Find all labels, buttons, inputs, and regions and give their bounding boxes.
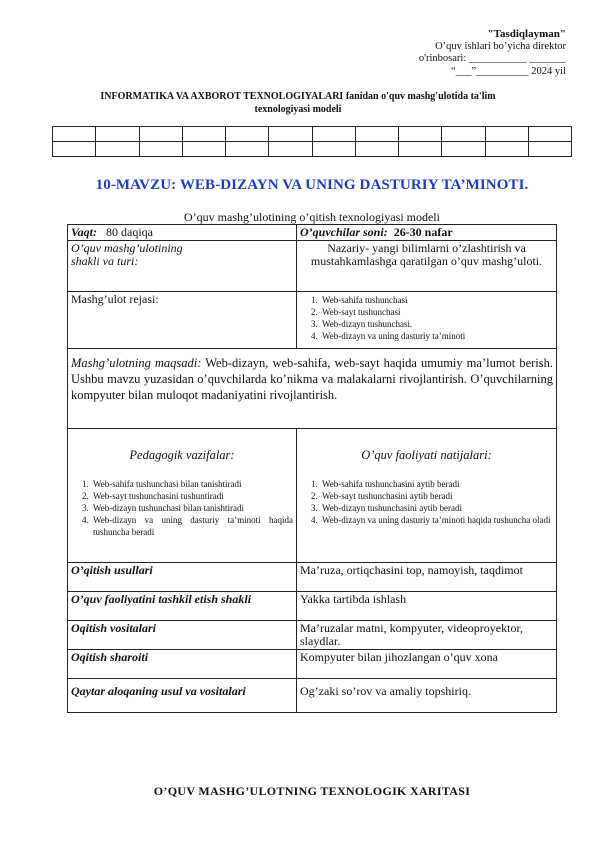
table-row xyxy=(68,650,557,679)
list-item: 4. Web-dizayn va uning dasturiy ta’minoti haqida tushuncha oladi xyxy=(320,514,553,526)
list-item: 2. Web-sayt tushunchasini tushuntiradi xyxy=(91,490,293,502)
empty-grid-table xyxy=(52,126,572,157)
results-heading: O’quv faoliyati natijalari: xyxy=(361,448,492,462)
list-item: 2. Web-sayt tushunchasi xyxy=(320,306,553,318)
table-row xyxy=(68,225,557,241)
row-label: O’quv faoliyatini tashkil etish shakli xyxy=(68,592,297,621)
time-value: 80 daqiqa xyxy=(106,225,154,239)
students-label: O’quvchilar soni: xyxy=(300,225,388,239)
approval-title: "Tasdiqlayman" xyxy=(487,28,566,40)
list-item: 1. Web-sahifa tushunchasini aytib beradi xyxy=(320,478,553,490)
row-value: Og’zaki so’rov va amaliy topshiriq. xyxy=(297,679,557,713)
row-label: O’qitish usullari xyxy=(68,563,297,592)
subject-line: texnologiyasi modeli xyxy=(254,104,342,115)
list-item: 3. Web-dizayn tushunchasini aytib beradi xyxy=(320,502,553,514)
tasks-heading: Pedagogik vazifalar: xyxy=(129,448,235,462)
row-label: Oqitish vositalari xyxy=(68,621,297,650)
list-item: 1. Web-sahifa tushunchasi xyxy=(320,294,553,306)
plan-label: Mashg’ulot rejasi: xyxy=(68,292,297,349)
approval-line: O’quv ishlari bo’yicha direktor xyxy=(435,40,566,52)
approval-date: “___”__________ 2024 yil xyxy=(451,65,566,77)
results-list xyxy=(300,478,553,526)
row-value: Ma’ruza, ortiqchasini top, namoyish, taqdimot xyxy=(297,563,557,592)
form-label: shakli va turi: xyxy=(71,254,139,268)
row-value: Yakka tartibda ishlash xyxy=(297,592,557,621)
table-row xyxy=(68,429,557,563)
table-row xyxy=(68,241,557,292)
row-value: Ma’ruzalar matni, kompyuter, videoproyektor, slaydlar. xyxy=(297,621,557,650)
row-value: Kompyuter bilan jihozlangan o’quv xona xyxy=(297,650,557,679)
list-item: 1. Web-sahifa tushunchasi bilan tanishtiradi xyxy=(91,478,293,490)
approval-line: o'rinbosari: ___________ _______ xyxy=(418,53,566,64)
list-item: 3. Web-dizayn tushunchasi. xyxy=(320,318,553,330)
goal-label: Mashg’ulotning maqsadi: xyxy=(71,356,202,370)
list-item: 4. Web-dizayn va uning dasturiy ta’minoti xyxy=(320,330,553,342)
row-label: Qaytar aloqaning usul va vositalari xyxy=(68,679,297,713)
row-label: Oqitish sharoiti xyxy=(68,650,297,679)
grid-row xyxy=(53,142,572,157)
table-row xyxy=(68,621,557,650)
model-table xyxy=(67,224,557,713)
table-row xyxy=(68,292,557,349)
table-row xyxy=(68,592,557,621)
bottom-title: O’QUV MASHG’ULOTNING TEXNOLOGIK XARITASI xyxy=(153,784,471,798)
students-value: 26-30 nafar xyxy=(393,225,453,239)
subject-line: INFORMATIKA VA AXBOROT TEXNOLOGIYALARI fanidan o'quv mashg'ulotida ta'lim xyxy=(100,91,496,102)
tasks-list xyxy=(71,478,293,538)
table-row xyxy=(68,563,557,592)
form-label: O’quv mashg’ulotining xyxy=(71,241,183,255)
grid-row xyxy=(53,127,572,142)
subject-title xyxy=(70,90,526,116)
plan-list xyxy=(300,294,553,342)
form-value: Nazariy- yangi bilimlarni o’zlashtirish va mustahkamlashga qaratilgan o’quv mashg’uloti. xyxy=(297,241,557,292)
list-item: 2. Web-sayt tushunchasini aytib beradi xyxy=(320,490,553,502)
list-item: 3. Web-dizayn tushunchasi bilan tanishtiradi xyxy=(91,502,293,514)
table-row xyxy=(68,679,557,713)
topic-heading: 10-MAVZU: WEB-DIZAYN VA UNING DASTURIY TA’MINOTI. xyxy=(95,177,529,193)
table-row xyxy=(68,349,557,429)
approval-block xyxy=(419,28,566,78)
goal-text: Web-dizayn, web-sahifa, web-sayt haqida umumiy ma’lumot berish. Ushbu mavzu yuzasidan o’quvchilarda ko’nikma va malakalarni rivojlantirish. O’quvchilarning kompyuter bilan muloqot madaniyatini rivojlantirish. xyxy=(71,356,553,402)
time-label: Vaqt: xyxy=(71,225,98,239)
model-title: O’quv mashg’ulotining o’qitish texnologiyasi modeli xyxy=(184,210,440,224)
list-item: 4. Web-dizayn va uning dasturiy ta’minoti haqida tushuncha beradi xyxy=(91,514,293,538)
